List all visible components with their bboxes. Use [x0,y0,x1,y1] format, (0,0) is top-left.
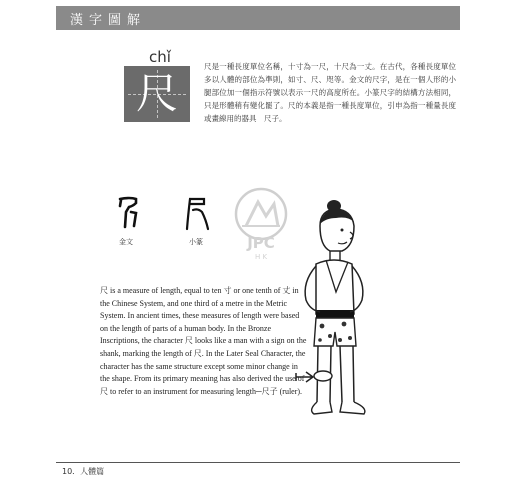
header-title: 漢字圖解 [70,13,147,28]
seal-character-glyph-icon [184,196,210,232]
character-box [124,66,190,122]
chinese-description: 尺是一種長度單位名稱，十寸為一尺，十尺為一丈。在古代，各種長度單位多以人體的部位為準則，如寸、尺、咫等。金文的尺字，是在一個人形的小腿部位加一個指示符號以表示一尺的高度所在。小篆尺字的結構方法相同，只是形體稍有變化罷了。尺的本義是指一種長度單位，引申為指一種量長度或畫線用的器具 尺子。 [204,62,456,123]
standing-man-illustration [290,196,390,432]
pinyin: chǐ [149,48,171,66]
watermark-subtext: H K [254,253,268,261]
main-character: 尺 [135,69,178,118]
seal-label: 小篆 [189,238,203,246]
footer-divider [56,462,460,463]
page-footer: 10．人體篇 [62,467,105,476]
arrow-right-icon [294,370,320,384]
bronze-label: 金文 [119,238,133,246]
header-bar [56,6,460,30]
jpc-watermark-logo [228,186,294,262]
bronze-inscription-glyph-icon [116,196,142,230]
watermark-text: JPC [247,234,275,252]
english-description: 尺 is a measure of length, equal to ten 寸 or one tenth of 丈 in the Chinese System, and one third of a metre in the Metric System. In ancient times, these measures of length were based on the length of parts of a human body. In the Bronze Inscriptions, the character 尺 looks like a man with a sign on the shank, marking the length of 尺. In the Later Seal Character, the character has the same structure except some minor change in the shape. From its primary meaning has also derived the use of 尺 to refer to an instrument for measuring length─尺子 (ruler). [100,286,307,396]
